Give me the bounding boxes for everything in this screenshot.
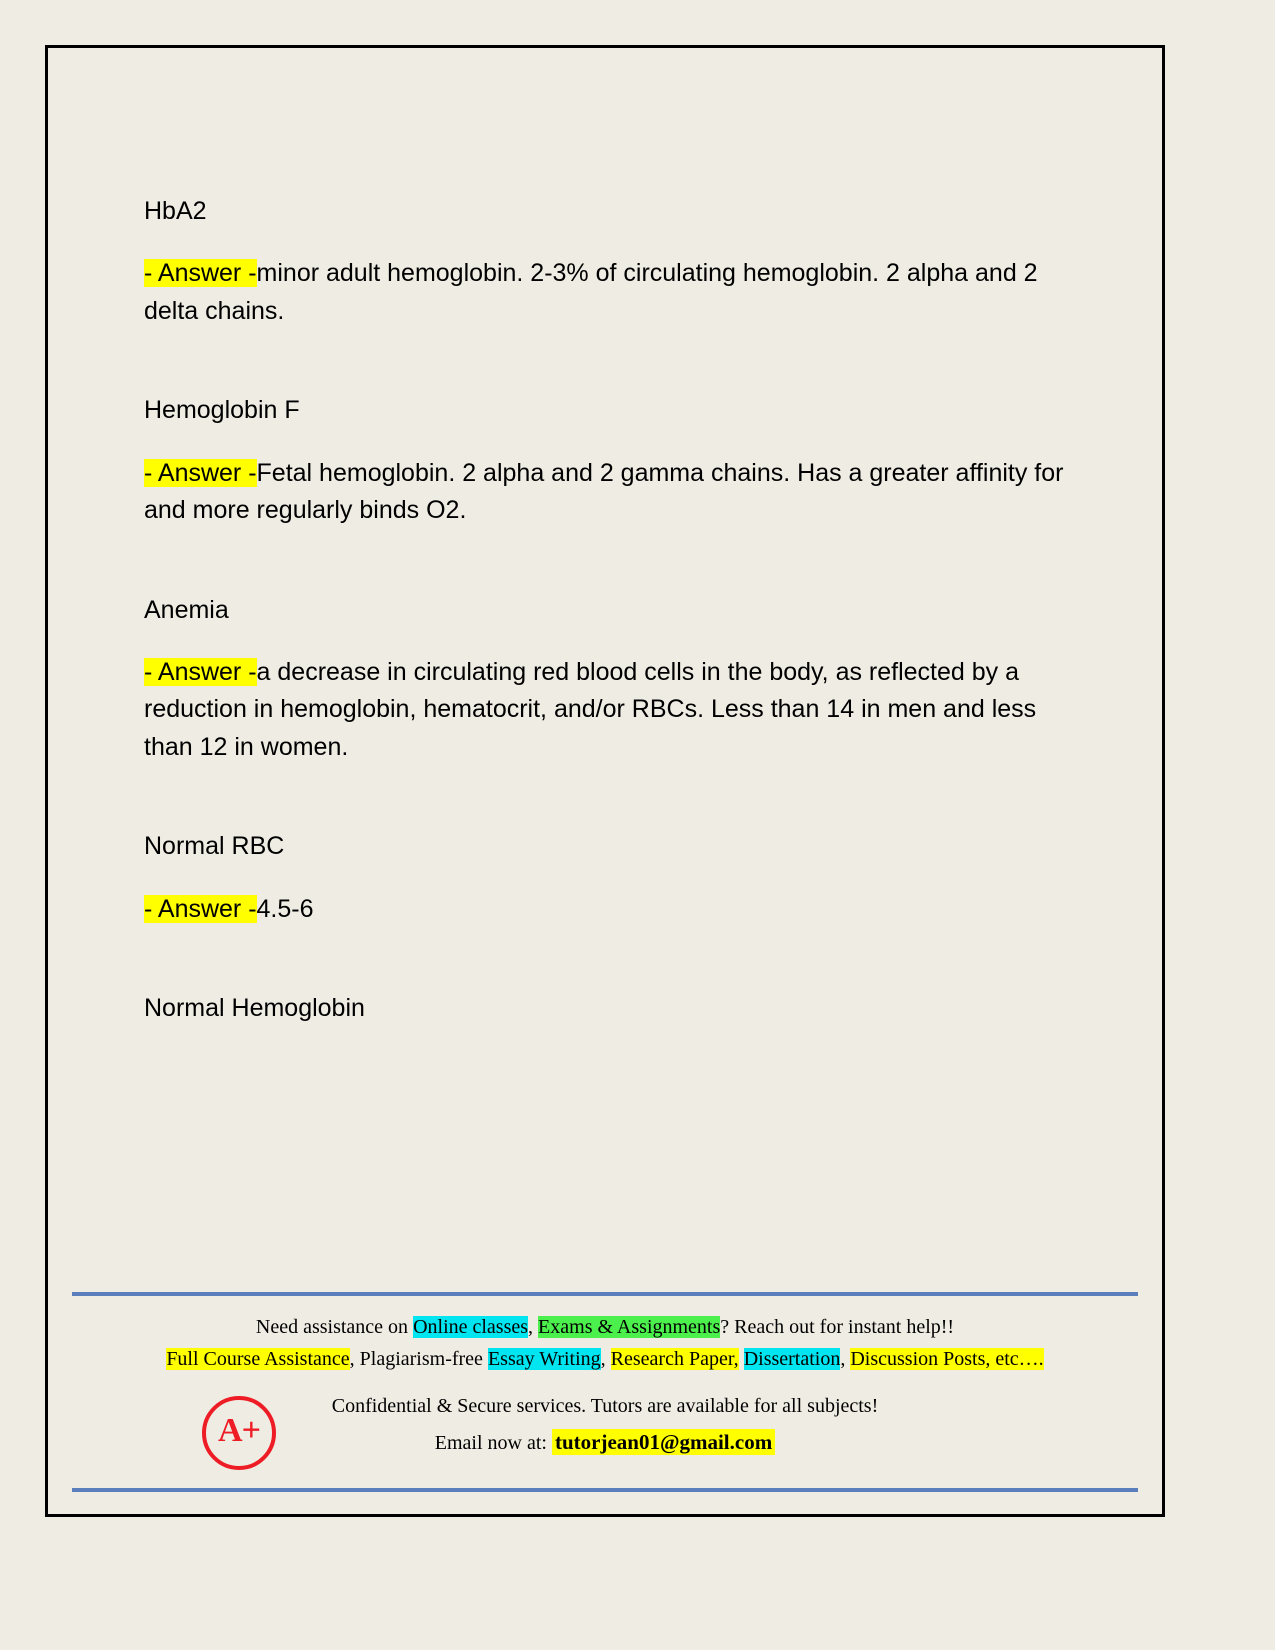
answer-tag: - Answer - bbox=[144, 259, 257, 288]
document-page bbox=[45, 45, 1165, 1517]
answer-line bbox=[144, 255, 1074, 330]
term-label: Anemia bbox=[144, 595, 229, 624]
footer-research-paper: Research Paper, bbox=[610, 1348, 739, 1370]
answer-line bbox=[144, 455, 1074, 530]
notes-content bbox=[144, 193, 1074, 1088]
qa-block bbox=[144, 392, 1074, 529]
footer-full-course: Full Course Assistance bbox=[166, 1348, 350, 1370]
footer-dissertation: Dissertation bbox=[743, 1348, 841, 1370]
footer-line2-sep2: , bbox=[600, 1348, 611, 1370]
term-label: Hemoglobin F bbox=[144, 396, 300, 425]
answer-text: a decrease in circulating red blood cells in the body, as reflected by a reduction in hemoglobin, hematocrit, and/or RBCs. Less than 14 in men and less than 12 in women. bbox=[144, 657, 1037, 761]
footer-lower bbox=[72, 1390, 1138, 1474]
qa-block bbox=[144, 592, 1074, 767]
footer-divider-bottom bbox=[72, 1488, 1138, 1492]
answer-line bbox=[144, 654, 1074, 767]
footer-line2-sep3 bbox=[739, 1348, 744, 1370]
footer-divider-top bbox=[72, 1292, 1138, 1296]
answer-tag: - Answer - bbox=[144, 458, 257, 487]
footer-line1-part2: ? Reach out for instant help!! bbox=[720, 1316, 955, 1338]
footer-exams-assignments: Exams & Assignments bbox=[538, 1316, 721, 1338]
qa-block bbox=[144, 193, 1074, 330]
footer-line1-part1: Need assistance on bbox=[255, 1316, 414, 1338]
footer-essay-writing: Essay Writing bbox=[487, 1348, 601, 1370]
email-prefix: Email now at: bbox=[434, 1432, 547, 1454]
footer-line-2 bbox=[72, 1344, 1138, 1374]
answer-tag: - Answer - bbox=[144, 894, 257, 923]
email-address[interactable]: tutorjean01@gmail.com bbox=[552, 1429, 775, 1455]
footer-discussion-posts: Discussion Posts, etc…. bbox=[850, 1348, 1044, 1370]
answer-line bbox=[144, 891, 1074, 929]
footer-upper-text bbox=[72, 1312, 1138, 1374]
footer-line2-sep4: , bbox=[840, 1348, 851, 1370]
footer-line2-sep1: , Plagiarism-free bbox=[349, 1348, 488, 1370]
answer-text: Fetal hemoglobin. 2 alpha and 2 gamma chains. Has a greater affinity for and more regularly binds O2. bbox=[144, 458, 1064, 524]
promo-footer bbox=[72, 1292, 1138, 1492]
footer-line1-comma: , bbox=[528, 1316, 539, 1338]
qa-block bbox=[144, 828, 1074, 928]
footer-line-3: Confidential & Secure services. Tutors are available for all subjects! bbox=[331, 1395, 879, 1417]
answer-text: minor adult hemoglobin. 2-3% of circulating hemoglobin. 2 alpha and 2 delta chains. bbox=[144, 259, 1038, 325]
answer-text: 4.5-6 bbox=[256, 894, 314, 923]
term-label: HbA2 bbox=[144, 197, 207, 225]
term-label: Normal RBC bbox=[144, 832, 285, 861]
footer-online-classes: Online classes bbox=[413, 1316, 529, 1338]
answer-tag: - Answer - bbox=[144, 657, 257, 686]
a-plus-grade-icon: A+ bbox=[202, 1396, 276, 1470]
footer-line-1 bbox=[72, 1312, 1138, 1342]
qa-block bbox=[144, 990, 1074, 1026]
term-label: Normal Hemoglobin bbox=[144, 994, 365, 1022]
